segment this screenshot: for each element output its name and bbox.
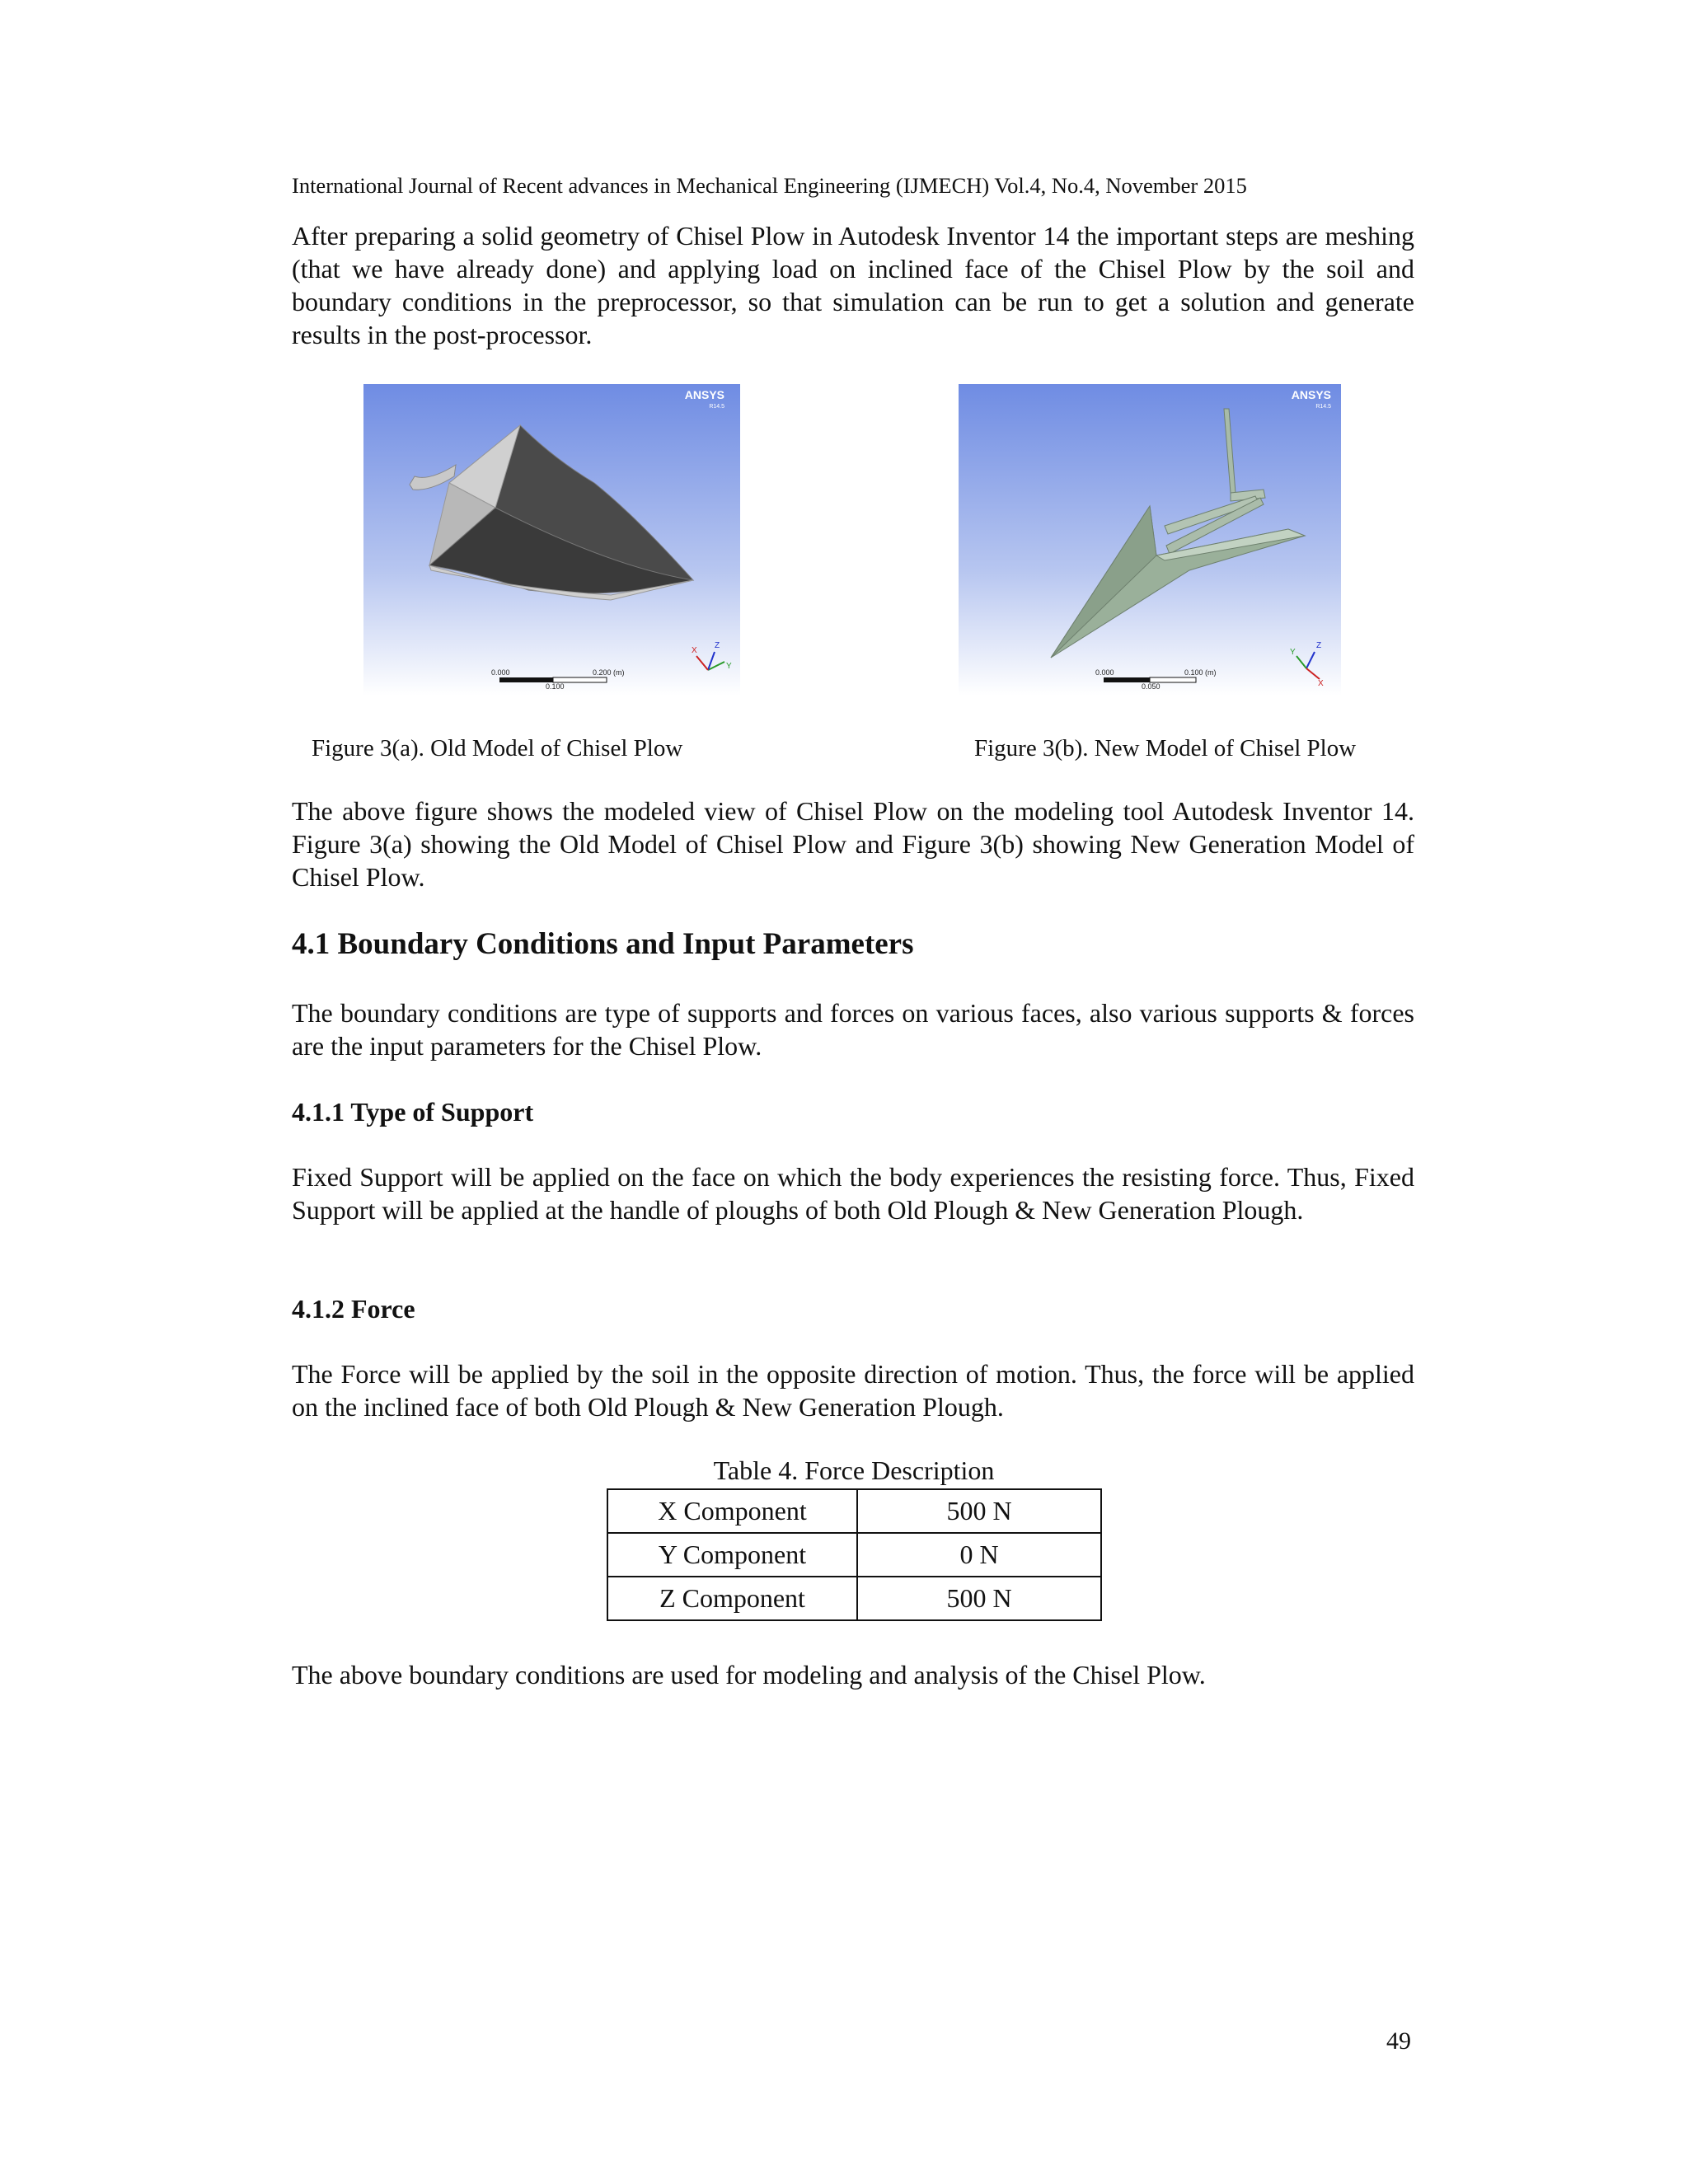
table-row [607,1577,1101,1620]
journal-header: International Journal of Recent advances in Mechanical Engineering (IJMECH) Vol.4, No.4, November 2015 [292,173,1247,198]
svg-text:Y: Y [726,662,732,671]
svg-text:0.100 (m): 0.100 (m) [1184,668,1217,677]
table-cell-label: X Component [607,1489,857,1533]
table-row [607,1533,1101,1577]
force-description-table [607,1488,1102,1621]
svg-text:0.100: 0.100 [546,682,565,691]
svg-text:Y: Y [1290,648,1296,657]
svg-text:X: X [1318,679,1324,688]
figure-description-paragraph: The above figure shows the modeled view of Chisel Plow on the modeling tool Autodesk Inventor 14. Figure 3(a) showing the Old Model of Chisel Plow and Figure 3(b) showing New Generation Model of Chisel Plow. [292,796,1414,892]
section-paragraph: The boundary conditions are type of supports and forces on various faces, also various supports & forces are the input parameters for the Chisel Plow. [292,998,1414,1061]
table-caption: Table 4. Force Description [713,1455,995,1485]
table-cell-value: 500 N [857,1577,1101,1620]
svg-text:Z: Z [715,641,720,650]
svg-text:0.000: 0.000 [491,668,510,677]
svg-text:0.050: 0.050 [1142,682,1160,691]
svg-text:0.200 (m): 0.200 (m) [593,668,625,677]
table-cell-label: Y Component [607,1533,857,1577]
svg-text:X: X [692,646,697,655]
closing-paragraph: The above boundary conditions are used for modeling and analysis of the Chisel Plow. [292,1660,1206,1690]
ansys-version-b: R14.5 [1315,404,1331,410]
ansys-logo-a: ANSYS [684,388,724,401]
figure-new-model [959,384,1341,696]
ansys-version-a: R14.5 [709,404,724,410]
ansys-logo-b: ANSYS [1291,388,1331,401]
table-cell-value: 500 N [857,1489,1101,1533]
intro-paragraph: After preparing a solid geometry of Chisel Plow in Autodesk Inventor 14 the important steps are meshing (that we have already done) and applying load on inclined face of the Chisel Plow by the soil and boundary conditions in the preprocessor, so that simulation can be run to get a solution and generate results in the post-processor. [292,221,1414,349]
table-row [607,1489,1101,1533]
svg-text:Z: Z [1316,641,1322,650]
table-cell-label: Z Component [607,1577,857,1620]
section-heading: 4.1 Boundary Conditions and Input Parameters [292,927,914,961]
figure-3a-caption: Figure 3(a). Old Model of Chisel Plow [312,735,683,762]
figure-3b-caption: Figure 3(b). New Model of Chisel Plow [974,735,1357,762]
subsection-heading-force: 4.1.2 Force [292,1294,415,1324]
force-paragraph: The Force will be applied by the soil in the opposite direction of motion. Thus, the force will be applied on the inclined face of both Old Plough & New Generation Plough. [292,1359,1414,1422]
svg-text:0.000: 0.000 [1095,668,1114,677]
page-number: 49 [1386,2027,1411,2055]
figure-old-model [363,384,740,696]
subsection-heading-support: 4.1.1 Type of Support [292,1097,534,1127]
support-paragraph: Fixed Support will be applied on the face on which the body experiences the resisting force. Thus, Fixed Support will be applied at the handle of ploughs of both Old Plough & New Generation Plough. [292,1162,1414,1225]
table-cell-value: 0 N [857,1533,1101,1577]
